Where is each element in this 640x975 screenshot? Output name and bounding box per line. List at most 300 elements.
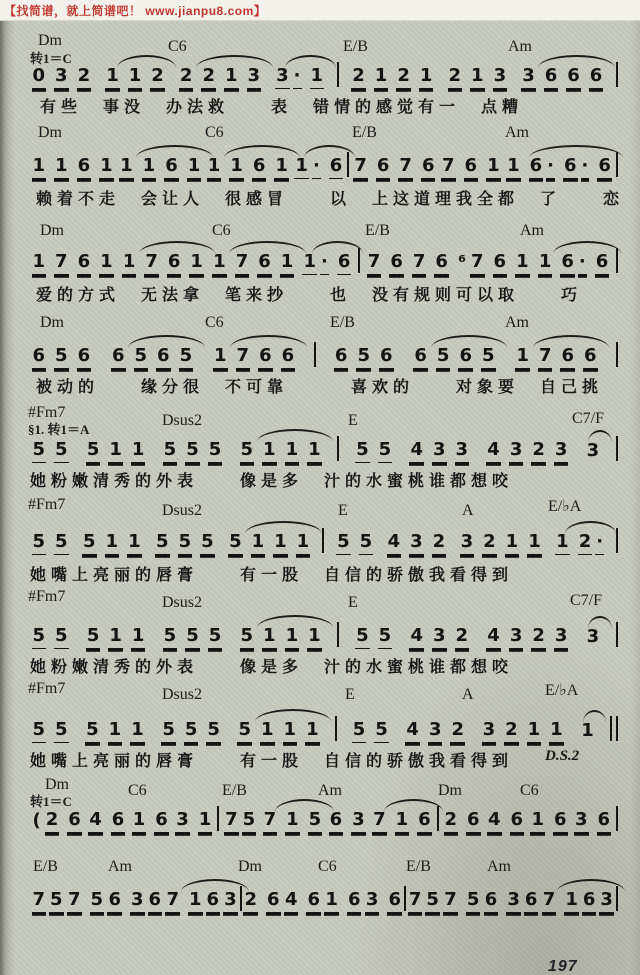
note-digit: 7 [408, 890, 423, 913]
note-digit: 3 [247, 66, 262, 89]
note-group [406, 890, 441, 913]
barline [322, 528, 324, 553]
note-group [365, 252, 450, 275]
note-group [363, 890, 403, 913]
barline [616, 622, 618, 647]
note-digit: 2 [482, 532, 497, 555]
note-digit: 6 [77, 156, 92, 179]
note-group [30, 66, 93, 89]
note-digit: 4 [409, 440, 424, 463]
note-digit: 6 [597, 156, 612, 179]
note-digit: 1 [207, 156, 222, 179]
note-digit: 4 [486, 626, 501, 649]
note-digit: 1 [538, 252, 553, 275]
note-digit: 6 [510, 810, 525, 833]
notes-line [30, 62, 618, 89]
note-digit: 6 [597, 810, 612, 833]
chord-label: E/B [343, 38, 368, 55]
note-group [446, 66, 509, 89]
note-group [205, 156, 290, 179]
note-digit: 5 [481, 346, 496, 369]
note-group [412, 346, 497, 369]
note-digit: 6 [67, 810, 82, 833]
note-digit: 6 [379, 346, 394, 369]
note-digit: 1 [564, 890, 579, 913]
note-group [572, 810, 612, 833]
notes-line [30, 622, 618, 649]
chord-label: C7/F [570, 592, 603, 609]
note-group [554, 532, 606, 555]
note-digit: 2 [351, 66, 366, 89]
note-digit: 3 [54, 66, 69, 89]
note-digit: 1 [224, 66, 239, 89]
note-digit: 7 [538, 346, 553, 369]
note-group [238, 626, 323, 649]
note-digit: 1 [294, 156, 309, 179]
ds-al-segno-marker: D.S.2 [545, 748, 580, 764]
note-digit: 7 [54, 252, 69, 275]
note-digit: 7 [67, 890, 82, 913]
note-group [456, 252, 531, 275]
note-group [301, 252, 353, 275]
note-digit: 5 [466, 890, 481, 913]
note-digit: 3 [432, 626, 447, 649]
note-digit: 1 [555, 532, 570, 555]
note-group [282, 890, 322, 913]
note-group [87, 810, 127, 833]
chord-label: Dsus2 [162, 686, 203, 703]
note-group [161, 626, 224, 649]
note-digit: 1 [549, 720, 564, 743]
note-group [584, 627, 602, 649]
note-digit: 6 [111, 346, 126, 369]
note-digit: 3 [586, 626, 600, 647]
note-digit: 3 [482, 720, 497, 743]
note-digit: 6 [560, 346, 575, 369]
note-group [109, 346, 194, 369]
note-group [30, 532, 70, 555]
barline [314, 342, 316, 367]
note-digit: 2 [396, 66, 411, 89]
note-digit: 6 [164, 156, 179, 179]
note-digit: 5 [185, 440, 200, 463]
note-group [223, 810, 258, 833]
note-digit: 1 [274, 156, 289, 179]
note-digit: 6 [252, 156, 267, 179]
note-digit: 3 [599, 890, 614, 913]
note-digit: 1 [285, 626, 300, 649]
note-group [485, 626, 570, 649]
note-digit: · [312, 156, 321, 179]
chord-label: Am [505, 314, 529, 331]
note-digit: 1 [283, 720, 298, 743]
note-digit: 5 [237, 720, 252, 743]
note-digit: · [546, 156, 555, 179]
barline [337, 436, 339, 461]
note-digit: 5 [54, 626, 69, 649]
barline [337, 62, 339, 87]
chord-label: C6 [212, 222, 231, 239]
note-digit: 1 [189, 252, 204, 275]
note-digit: 7 [470, 252, 485, 275]
note-group [327, 810, 367, 833]
note-digit: 3 [455, 440, 470, 463]
note-group [30, 440, 70, 463]
note-digit: 6 [466, 810, 481, 833]
note-digit: 6 [266, 890, 281, 913]
note-digit: 6 [329, 156, 344, 179]
chord-label: Dm [40, 314, 64, 331]
barline [337, 622, 339, 647]
note-digit: 5 [378, 440, 393, 463]
note-group [458, 532, 543, 555]
note-group [30, 890, 65, 913]
barline [217, 806, 219, 831]
note-digit: 6 [107, 890, 122, 913]
note-digit: 2 [448, 66, 463, 89]
note-digit: 5 [184, 720, 199, 743]
note-digit: 1 [262, 440, 277, 463]
note-digit: · [581, 156, 590, 179]
note-digit: 7 [443, 890, 458, 913]
note-group [212, 346, 297, 369]
note-digit: 3 [409, 532, 424, 555]
note-group [238, 440, 323, 463]
note-digit: 2 [77, 66, 92, 89]
note-digit: 1 [530, 810, 545, 833]
note-group [332, 346, 395, 369]
note-digit: 5 [178, 532, 193, 555]
chord-label: A [462, 502, 474, 519]
note-digit: 5 [378, 626, 393, 649]
lyrics-line: 她嘴上亮丽的唇膏 有一股 自信的骄傲我看得到 [30, 565, 514, 584]
note-group [350, 66, 435, 89]
note-digit: 1 [128, 66, 143, 89]
note-digit: 5 [240, 626, 255, 649]
note-digit: 2 [455, 626, 470, 649]
note-group [293, 156, 345, 179]
note-digit: 1 [262, 626, 277, 649]
note-digit: 6 [154, 810, 169, 833]
chord-label: Dm [38, 124, 62, 141]
note-digit: 5 [374, 720, 389, 743]
note-digit: 6 [595, 252, 610, 275]
barline [616, 436, 618, 461]
note-digit: 6 [156, 346, 171, 369]
lyrics-line: 她粉嫩清秀的外表 像是多 汁的水蜜桃谁都想咬 [30, 657, 514, 676]
chord-label: Am [318, 782, 342, 799]
note-digit: 1 [131, 626, 146, 649]
chord-label: E/B [33, 858, 58, 875]
note-digit: 0 [32, 66, 47, 89]
note-group [485, 440, 570, 463]
chord-label: E [348, 412, 358, 429]
note-digit: 1 [419, 66, 434, 89]
note-digit: ( [32, 810, 41, 831]
chord-label: E/B [406, 858, 431, 875]
key-signature: 转1＝C [30, 51, 72, 66]
note-group [160, 720, 223, 743]
chord-label: Dm [438, 782, 462, 799]
note-digit: 5 [134, 346, 149, 369]
note-digit: 5 [359, 532, 374, 555]
note-digit: 5 [336, 532, 351, 555]
note-group [211, 252, 296, 275]
note-group [120, 252, 205, 275]
note-digit: 5 [90, 890, 105, 913]
note-digit: 4 [487, 810, 502, 833]
note-group [579, 721, 597, 743]
note-digit: 7 [263, 810, 278, 833]
barline [335, 716, 337, 741]
note-digit: 1 [142, 156, 157, 179]
note-digit: 6 [413, 346, 428, 369]
note-group [84, 720, 147, 743]
note-digit: 1 [515, 252, 530, 275]
note-group [323, 890, 363, 913]
note-digit: 3 [554, 626, 569, 649]
chord-label: Dsus2 [162, 502, 203, 519]
note-digit: 1 [130, 720, 145, 743]
chord-label: Dm [38, 32, 62, 49]
note-digit: 5 [242, 810, 257, 833]
note-digit: 6 [337, 252, 352, 275]
chord-label: E [348, 594, 358, 611]
note-group [30, 346, 93, 369]
note-digit: 7 [32, 890, 47, 913]
note-digit: 1 [527, 532, 542, 555]
note-digit: 5 [308, 810, 323, 833]
note-group [408, 440, 471, 463]
note-group [352, 156, 437, 179]
notes-line [30, 436, 618, 463]
note-group [161, 440, 224, 463]
chord-label: E/♭A [548, 498, 582, 515]
note-digit: 6 [560, 252, 575, 275]
note-digit: 1 [515, 346, 530, 369]
note-group [408, 626, 471, 649]
note-digit: 3 [586, 440, 600, 461]
note-group [536, 252, 610, 275]
note-digit: 5 [86, 440, 101, 463]
note-digit: 5 [425, 890, 440, 913]
note-digit: 2 [450, 720, 465, 743]
note-digit: 1 [187, 156, 202, 179]
note-digit: 1 [127, 532, 142, 555]
key-signature: 转1＝C [30, 794, 72, 809]
note-digit: 6 [484, 890, 499, 913]
note-digit: 7 [236, 346, 251, 369]
note-group [486, 810, 526, 833]
note-group [30, 156, 115, 179]
notes-line [30, 248, 618, 275]
chord-label: C6 [520, 782, 539, 799]
note-digit: 5 [155, 532, 170, 555]
note-digit: 6 [329, 810, 344, 833]
note-group [242, 890, 282, 913]
note-digit: 6 [583, 346, 598, 369]
note-group [354, 626, 394, 649]
note-digit: 6 [376, 156, 391, 179]
note-digit: 7 [542, 890, 557, 913]
note-digit: 4 [409, 626, 424, 649]
note-digit: 3 [506, 890, 521, 913]
note-digit: 1 [307, 626, 322, 649]
chord-label: Am [520, 222, 544, 239]
note-digit: 3 [574, 810, 589, 833]
note-digit: · [595, 532, 604, 555]
note-digit: 5 [82, 532, 97, 555]
note-digit: 1 [132, 810, 147, 833]
note-digit: 5 [240, 440, 255, 463]
note-digit: 4 [486, 440, 501, 463]
note-digit: 1 [285, 440, 300, 463]
watermark-banner [0, 0, 640, 21]
note-digit: 6 [111, 810, 126, 833]
note-digit: 1 [119, 156, 134, 179]
note-group [385, 532, 448, 555]
note-digit: 6 [389, 252, 404, 275]
key-signature: §1. 转1＝A [28, 422, 90, 437]
note-digit: 3 [223, 890, 238, 913]
note-digit: 3 [175, 810, 190, 833]
note-digit: 2 [531, 626, 546, 649]
note-digit: · [578, 252, 587, 275]
note-group [30, 252, 115, 275]
chord-label: E/B [365, 222, 390, 239]
note-group [404, 720, 467, 743]
note-digit: 3 [509, 626, 524, 649]
chord-label: Am [108, 858, 132, 875]
note-digit: 4 [405, 720, 420, 743]
note-digit: 5 [32, 720, 47, 743]
note-digit: 4 [88, 810, 103, 833]
chord-label: Dm [238, 858, 262, 875]
note-digit: 5 [32, 440, 47, 463]
note-group [30, 720, 70, 743]
note-digit: 6 [167, 252, 182, 275]
note-digit: 1 [296, 532, 311, 555]
note-digit: 3 [365, 890, 380, 913]
note-digit: 5 [54, 440, 69, 463]
chord-label: C6 [205, 314, 224, 331]
chord-label: #Fm7 [28, 588, 66, 605]
barline [616, 806, 618, 831]
note-digit: 6 [334, 346, 349, 369]
note-digit: 1 [374, 66, 389, 89]
chord-label: C6 [318, 858, 337, 875]
note-digit: 2 [444, 810, 459, 833]
note-digit: 1 [486, 156, 501, 179]
note-digit: 3 [351, 810, 366, 833]
note-group [274, 66, 326, 89]
note-digit: 1 [527, 720, 542, 743]
note-digit: 6 [553, 810, 568, 833]
note-digit: 5 [436, 346, 451, 369]
note-group [371, 810, 434, 833]
note-digit: 7 [398, 156, 413, 179]
note-digit: 1 [581, 720, 594, 741]
note-digit: 7 [353, 156, 368, 179]
note-digit: 1 [105, 66, 120, 89]
note-group [227, 532, 312, 555]
note-group [261, 810, 324, 833]
note-digit: 1 [99, 252, 114, 275]
notes-line [30, 716, 618, 743]
note-digit: 5 [163, 440, 178, 463]
note-digit: 5 [32, 626, 47, 649]
note-digit: 1 [505, 532, 520, 555]
page-number: 197 [548, 958, 578, 975]
lyrics-line: 爱的方式 无法拿 笔来抄 也 没有规则可以取 巧 [36, 285, 583, 304]
note-digit: 2 [45, 810, 60, 833]
note-digit: 2 [179, 66, 194, 89]
note-digit: 5 [200, 532, 215, 555]
note-digit: 3 [275, 66, 290, 89]
note-group [65, 890, 105, 913]
note-group [154, 532, 217, 555]
note-group [164, 890, 239, 913]
note-digit: 5 [54, 346, 69, 369]
note-digit: 6 [306, 890, 321, 913]
note-digit: 1 [251, 532, 266, 555]
barline [616, 342, 618, 367]
note-digit: 2 [578, 532, 593, 555]
note-digit: 5 [179, 346, 194, 369]
note-digit: 7 [367, 252, 382, 275]
note-digit: 6 [32, 346, 47, 369]
note-digit: 1 [122, 252, 137, 275]
note-digit: 2 [201, 66, 216, 89]
note-group [480, 720, 565, 743]
note-group [174, 810, 214, 833]
note-group [482, 890, 540, 913]
note-group [130, 810, 170, 833]
note-digit: 4 [387, 532, 402, 555]
note-digit: 6 [524, 890, 539, 913]
note-group [529, 810, 569, 833]
note-digit: 6 [347, 890, 362, 913]
note-digit: 1 [212, 252, 227, 275]
note-digit: 6 [421, 156, 436, 179]
note-digit: 6 [589, 66, 604, 89]
chord-label: Am [508, 38, 532, 55]
note-digit: 1 [213, 346, 228, 369]
lyrics-line: 赖着不走 会让人 很感冒 以 上这道理我全都 了 恋 [36, 189, 625, 208]
note-digit: 1 [131, 440, 146, 463]
note-digit: 6 [77, 346, 92, 369]
lyrics-line: 她粉嫩清秀的外表 像是多 汁的水蜜桃谁都想咬 [30, 471, 514, 490]
note-digit: 7 [235, 252, 250, 275]
note-digit: 5 [185, 626, 200, 649]
note-digit: 5 [355, 440, 370, 463]
note-digit: 3 [130, 890, 145, 913]
note-digit: 5 [32, 532, 47, 555]
lyrics-line: 她嘴上亮丽的唇膏 有一股 自信的骄傲我看得到 [30, 751, 514, 770]
note-digit: 3 [521, 66, 536, 89]
note-group [540, 890, 615, 913]
note-group [81, 532, 144, 555]
note-digit: 6 [148, 890, 163, 913]
note-digit: · [293, 66, 302, 89]
note-digit: 1 [305, 720, 320, 743]
note-digit: 6 [493, 252, 508, 275]
note-digit: 3 [554, 440, 569, 463]
note-group [118, 156, 203, 179]
note-group [177, 66, 262, 89]
chord-label: Dsus2 [162, 412, 203, 429]
note-digit: 5 [228, 532, 243, 555]
